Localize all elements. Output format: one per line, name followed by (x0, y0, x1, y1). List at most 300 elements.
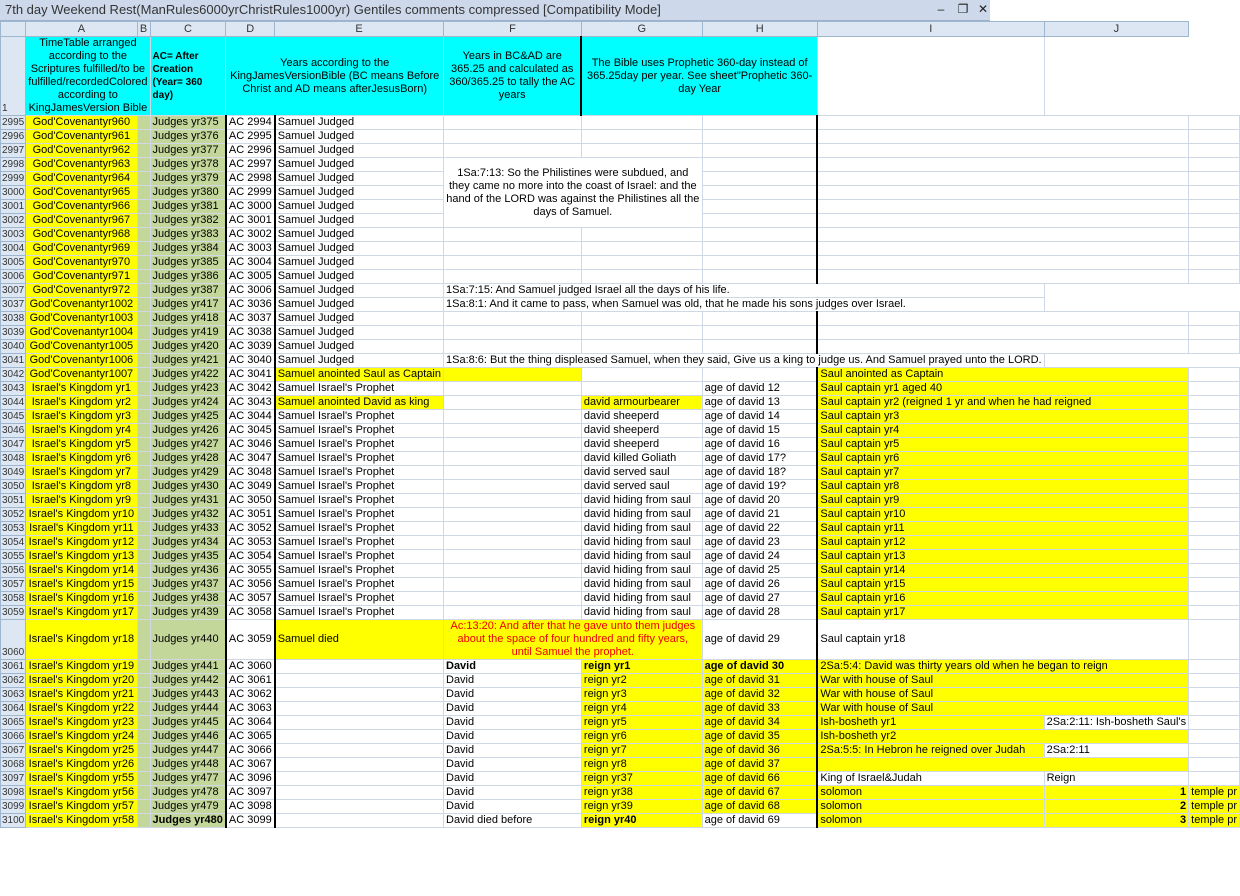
cell-k[interactable] (1189, 606, 1240, 620)
cell-c[interactable]: Judges yr424 (150, 396, 226, 410)
cell-f[interactable] (444, 326, 582, 340)
row-header[interactable]: 3065 (2, 717, 25, 728)
cell-a[interactable]: Israel's Kingdom yr57 (26, 800, 137, 814)
cell-d[interactable]: AC 3045 (226, 424, 275, 438)
cell-g[interactable]: reign yr4 (581, 702, 702, 716)
cell-e[interactable] (275, 786, 444, 800)
cell-i[interactable]: Saul captain yr18 (817, 620, 1188, 660)
cell-b[interactable] (137, 564, 150, 578)
cell-i[interactable] (817, 116, 1188, 130)
cell-a[interactable]: Israel's Kingdom yr18 (26, 620, 137, 660)
cell-e[interactable] (275, 744, 444, 758)
cell-f[interactable] (444, 480, 582, 494)
cell-d[interactable]: AC 3048 (226, 466, 275, 480)
cell-k[interactable] (1189, 716, 1240, 730)
cell-e[interactable]: Samuel Judged (275, 172, 444, 186)
cell-b[interactable] (137, 758, 150, 772)
cell-b[interactable] (137, 312, 150, 326)
cell-f[interactable] (444, 578, 582, 592)
cell-e[interactable]: Samuel Israel's Prophet (275, 466, 444, 480)
cell-i[interactable] (817, 758, 1188, 772)
cell-a[interactable]: God'Covenantyr972 (26, 284, 137, 298)
cell-c[interactable]: Judges yr419 (150, 326, 226, 340)
cell-i[interactable]: Ish-bosheth yr2 (817, 730, 1188, 744)
cell-e[interactable]: Samuel anointed David as king (275, 396, 444, 410)
cell-d[interactable]: AC 3099 (226, 814, 275, 828)
cell-f[interactable]: David (444, 702, 582, 716)
cell-h[interactable]: age of david 68 (702, 800, 817, 814)
cell-f[interactable]: David (444, 758, 582, 772)
row-header[interactable]: 3098 (2, 787, 25, 798)
cell-c[interactable]: Judges yr439 (150, 606, 226, 620)
cell-e[interactable]: Samuel Israel's Prophet (275, 424, 444, 438)
cell-b[interactable] (137, 702, 150, 716)
cell-d[interactable]: AC 3037 (226, 312, 275, 326)
header-ac[interactable]: AC= After Creation (Year= 360 day) (150, 37, 226, 116)
cell-k[interactable] (1189, 452, 1240, 466)
cell-k[interactable] (1189, 466, 1240, 480)
cell-c[interactable]: Judges yr445 (150, 716, 226, 730)
cell-g[interactable]: david killed Goliath (581, 452, 702, 466)
cell-g[interactable]: reign yr8 (581, 758, 702, 772)
cell-b[interactable] (137, 284, 150, 298)
cell-a[interactable]: Israel's Kingdom yr25 (26, 744, 137, 758)
cell-a[interactable]: Israel's Kingdom yr3 (26, 410, 137, 424)
cell-d[interactable]: AC 3041 (226, 368, 275, 382)
cell-f[interactable]: David died before (444, 814, 582, 828)
cell-a[interactable]: God'Covenantyr971 (26, 270, 137, 284)
cell-h[interactable] (702, 130, 817, 144)
cell-k[interactable] (1189, 312, 1240, 326)
header-prophetic[interactable]: The Bible uses Prophetic 360-day instead of 365.25day per year. See sheet"Prophetic 360-day Year (581, 37, 817, 116)
cell-b[interactable] (137, 688, 150, 702)
cell-e[interactable]: Samuel Judged (275, 354, 444, 368)
cell-b[interactable] (137, 508, 150, 522)
cell-i[interactable]: Saul captain yr6 (817, 452, 1188, 466)
cell-i[interactable] (817, 186, 1188, 200)
note-1sa-7-13[interactable]: 1Sa:7:13: So the Philistines were subdued, and they came no more into the coast of Israel: and the hand of the LORD was against the Philistines all the days of Samuel. (444, 158, 703, 228)
header-timetable[interactable]: TimeTable arranged according to the Scriptures fulfilled/to be fulfilled/recordedColored according to KingJamesVersion Bible (26, 37, 150, 116)
cell-d[interactable]: AC 3046 (226, 438, 275, 452)
cell-h[interactable]: age of david 14 (702, 410, 817, 424)
cell-i[interactable]: Saul captain yr16 (817, 592, 1188, 606)
cell-b[interactable] (137, 494, 150, 508)
cell-f[interactable] (444, 270, 582, 284)
cell-a[interactable]: Israel's Kingdom yr4 (26, 424, 137, 438)
cell-a[interactable]: Israel's Kingdom yr1 (26, 382, 137, 396)
cell-g[interactable]: david hiding from saul (581, 592, 702, 606)
cell-e[interactable]: Samuel Israel's Prophet (275, 522, 444, 536)
cell-g[interactable]: david sheeperd (581, 438, 702, 452)
cell-g[interactable]: reign yr6 (581, 730, 702, 744)
restore-button[interactable]: ❐ (957, 2, 969, 16)
cell-f[interactable] (444, 382, 582, 396)
cell-k[interactable] (1189, 270, 1240, 284)
cell-g[interactable]: reign yr40 (581, 814, 702, 828)
spreadsheet-grid[interactable] (0, 21, 1240, 828)
cell-e[interactable] (275, 716, 444, 730)
cell-e[interactable]: Samuel Judged (275, 130, 444, 144)
cell-g[interactable]: reign yr38 (581, 786, 702, 800)
cell-h[interactable] (702, 186, 817, 200)
cell-e[interactable]: Samuel Israel's Prophet (275, 564, 444, 578)
cell-f[interactable]: 1Sa:8:6: But the thing displeased Samuel, when they said, Give us a king to judge us. And Samuel prayed unto the LORD. (444, 354, 1045, 368)
cell-c[interactable]: Judges yr382 (150, 214, 226, 228)
cell-j[interactable]: 1 (1044, 786, 1189, 800)
cell-k[interactable] (1189, 186, 1240, 200)
cell-k[interactable] (1189, 242, 1240, 256)
cell-i[interactable]: Ish-bosheth yr1 (817, 716, 1044, 730)
row-header[interactable]: 1 (1, 37, 26, 116)
cell-d[interactable]: AC 3005 (226, 270, 275, 284)
row-header[interactable]: 3037 (2, 299, 25, 310)
cell-e[interactable]: Samuel Israel's Prophet (275, 494, 444, 508)
cell-i[interactable]: Saul captain yr10 (817, 508, 1188, 522)
cell-d[interactable]: AC 3065 (226, 730, 275, 744)
cell-c[interactable]: Judges yr437 (150, 578, 226, 592)
cell-h[interactable]: age of david 66 (702, 772, 817, 786)
cell-d[interactable]: AC 2999 (226, 186, 275, 200)
cell-a[interactable]: Israel's Kingdom yr8 (26, 480, 137, 494)
cell-i[interactable]: King of Israel&Judah (817, 772, 1044, 786)
cell-b[interactable] (137, 144, 150, 158)
col-header-h[interactable]: H (702, 22, 817, 37)
cell-g[interactable] (581, 116, 702, 130)
close-button[interactable]: ✕ (977, 2, 989, 16)
row-header[interactable]: 3057 (2, 579, 25, 590)
cell-c[interactable]: Judges yr377 (150, 144, 226, 158)
cell-e[interactable]: Samuel Judged (275, 214, 444, 228)
cell-d[interactable]: AC 3039 (226, 340, 275, 354)
cell-c[interactable]: Judges yr430 (150, 480, 226, 494)
cell-a[interactable]: Israel's Kingdom yr56 (26, 786, 137, 800)
cell-f[interactable]: David (444, 772, 582, 786)
row-header[interactable]: 3067 (2, 745, 25, 756)
header-years[interactable]: Years according to the KingJamesVersionBible (BC means Before Christ and AD means afterJesusBorn) (226, 37, 444, 116)
cell-k[interactable] (1189, 172, 1240, 186)
cell-f[interactable]: David (444, 660, 582, 674)
cell-c[interactable]: Judges yr375 (150, 116, 226, 130)
cell-a[interactable]: God'Covenantyr960 (26, 116, 137, 130)
cell-h[interactable]: age of david 28 (702, 606, 817, 620)
row-header[interactable]: 3058 (2, 593, 25, 604)
cell-h[interactable] (702, 158, 817, 172)
cell-e[interactable]: Samuel anointed Saul as Captain (275, 368, 444, 382)
cell-c[interactable]: Judges yr380 (150, 186, 226, 200)
cell-h[interactable] (702, 116, 817, 130)
row-header[interactable]: 3064 (2, 703, 25, 714)
cell-b[interactable] (137, 730, 150, 744)
row-header[interactable]: 3100 (2, 815, 25, 826)
cell-b[interactable] (137, 620, 150, 660)
cell-c[interactable]: Judges yr448 (150, 758, 226, 772)
cell-k[interactable] (1189, 144, 1240, 158)
cell-e[interactable] (275, 660, 444, 674)
cell-c[interactable]: Judges yr428 (150, 452, 226, 466)
cell-i[interactable]: War with house of Saul (817, 702, 1188, 716)
cell-i[interactable]: Saul captain yr12 (817, 536, 1188, 550)
cell-k[interactable] (1189, 536, 1240, 550)
cell-i[interactable]: Saul captain yr3 (817, 410, 1188, 424)
cell-c[interactable]: Judges yr422 (150, 368, 226, 382)
cell-g[interactable]: reign yr7 (581, 744, 702, 758)
row-header[interactable]: 3039 (2, 327, 25, 338)
cell-f[interactable] (444, 256, 582, 270)
cell-b[interactable] (137, 578, 150, 592)
cell-f[interactable] (444, 522, 582, 536)
cell-e[interactable] (275, 702, 444, 716)
cell-h[interactable] (702, 256, 817, 270)
cell-g[interactable]: david hiding from saul (581, 536, 702, 550)
cell-k[interactable] (1189, 116, 1240, 130)
cell-d[interactable]: AC 3049 (226, 480, 275, 494)
cell-i[interactable]: Saul captain yr11 (817, 522, 1188, 536)
row-header[interactable]: 3059 (2, 607, 25, 618)
cell-c[interactable]: Judges yr478 (150, 786, 226, 800)
cell-a[interactable]: Israel's Kingdom yr20 (26, 674, 137, 688)
cell-b[interactable] (137, 298, 150, 312)
cell-e[interactable]: Samuel Israel's Prophet (275, 452, 444, 466)
cell-h[interactable]: age of david 17? (702, 452, 817, 466)
cell-a[interactable]: Israel's Kingdom yr19 (26, 660, 137, 674)
cell-h[interactable]: age of david 25 (702, 564, 817, 578)
cell-e[interactable] (275, 688, 444, 702)
cell-c[interactable]: Judges yr477 (150, 772, 226, 786)
cell-c[interactable]: Judges yr435 (150, 550, 226, 564)
cell-e[interactable]: Samuel Israel's Prophet (275, 382, 444, 396)
cell-a[interactable]: Israel's Kingdom yr26 (26, 758, 137, 772)
row-header[interactable]: 3045 (2, 411, 25, 422)
row-header[interactable]: 3053 (2, 523, 25, 534)
cell-k[interactable] (1189, 368, 1240, 382)
row-header[interactable]: 3038 (2, 313, 25, 324)
cell-d[interactable]: AC 3040 (226, 354, 275, 368)
cell-i[interactable]: solomon (817, 786, 1044, 800)
row-header[interactable]: 3068 (2, 759, 25, 770)
cell-j[interactable]: Reign (1044, 772, 1189, 786)
cell-a[interactable]: God'Covenantyr961 (26, 130, 137, 144)
cell-i[interactable]: Saul captain yr9 (817, 494, 1188, 508)
cell-c[interactable]: Judges yr438 (150, 592, 226, 606)
cell-a[interactable]: Israel's Kingdom yr55 (26, 772, 137, 786)
row-header[interactable]: 3040 (2, 341, 25, 352)
cell-d[interactable]: AC 3036 (226, 298, 275, 312)
cell-e[interactable]: Samuel Judged (275, 144, 444, 158)
cell-e[interactable]: Samuel Israel's Prophet (275, 438, 444, 452)
cell-b[interactable] (137, 410, 150, 424)
cell-c[interactable]: Judges yr384 (150, 242, 226, 256)
cell-k[interactable] (1189, 256, 1240, 270)
cell-d[interactable]: AC 3001 (226, 214, 275, 228)
cell-h[interactable]: age of david 21 (702, 508, 817, 522)
cell-h[interactable]: age of david 35 (702, 730, 817, 744)
cell-k[interactable] (1189, 564, 1240, 578)
cell-c[interactable]: Judges yr433 (150, 522, 226, 536)
cell-e[interactable]: Samuel Israel's Prophet (275, 508, 444, 522)
cell-e[interactable]: Samuel Israel's Prophet (275, 536, 444, 550)
cell-b[interactable] (137, 270, 150, 284)
cell-b[interactable] (137, 606, 150, 620)
cell-i[interactable]: solomon (817, 800, 1044, 814)
cell-i[interactable]: Saul anointed as Captain (817, 368, 1188, 382)
cell-b[interactable] (137, 340, 150, 354)
cell-d[interactable]: AC 3063 (226, 702, 275, 716)
cell-k[interactable] (1189, 480, 1240, 494)
cell-d[interactable]: AC 3000 (226, 200, 275, 214)
cell-d[interactable]: AC 3003 (226, 242, 275, 256)
cell-b[interactable] (137, 228, 150, 242)
cell-k[interactable] (1189, 578, 1240, 592)
cell-e[interactable] (275, 772, 444, 786)
cell-e[interactable]: Samuel Israel's Prophet (275, 578, 444, 592)
cell-i[interactable]: 2Sa:5:4: David was thirty years old when he began to reign (817, 660, 1188, 674)
cell-d[interactable]: AC 3038 (226, 326, 275, 340)
row-header[interactable]: 3056 (2, 565, 25, 576)
row-header[interactable]: 3005 (2, 257, 25, 268)
cell-a[interactable]: Israel's Kingdom yr9 (26, 494, 137, 508)
cell-i[interactable]: War with house of Saul (817, 688, 1188, 702)
cell-e[interactable]: Samuel Israel's Prophet (275, 550, 444, 564)
row-header[interactable]: 2996 (2, 131, 25, 142)
cell-f[interactable] (444, 592, 582, 606)
cell-f[interactable]: David (444, 716, 582, 730)
cell-i[interactable] (817, 214, 1188, 228)
row-header[interactable]: 3061 (2, 661, 25, 672)
cell-j[interactable]: 2 (1044, 800, 1189, 814)
cell-h[interactable]: age of david 36 (702, 744, 817, 758)
cell-i[interactable]: Saul captain yr13 (817, 550, 1188, 564)
cell-g[interactable]: david hiding from saul (581, 494, 702, 508)
cell-c[interactable]: Judges yr429 (150, 466, 226, 480)
cell-b[interactable] (137, 172, 150, 186)
cell-d[interactable]: AC 3059 (226, 620, 275, 660)
cell-a[interactable]: God'Covenantyr967 (26, 214, 137, 228)
row-header[interactable]: 3003 (2, 229, 25, 240)
cell-b[interactable] (137, 326, 150, 340)
cell-c[interactable]: Judges yr420 (150, 340, 226, 354)
cell-a[interactable]: God'Covenantyr1002 (26, 298, 137, 312)
cell-b[interactable] (137, 550, 150, 564)
cell-c[interactable]: Judges yr425 (150, 410, 226, 424)
cell-a[interactable]: Israel's Kingdom yr5 (26, 438, 137, 452)
row-header[interactable]: 3006 (2, 271, 25, 282)
cell-c[interactable]: Judges yr431 (150, 494, 226, 508)
cell-e[interactable]: Samuel Judged (275, 228, 444, 242)
cell-b[interactable] (137, 522, 150, 536)
cell-b[interactable] (137, 786, 150, 800)
cell-a[interactable]: God'Covenantyr965 (26, 186, 137, 200)
cell-e[interactable] (275, 674, 444, 688)
cell-k[interactable] (1189, 410, 1240, 424)
cell-b[interactable] (137, 200, 150, 214)
cell-f[interactable] (444, 130, 582, 144)
row-header[interactable]: 3063 (2, 689, 25, 700)
cell-k[interactable] (1189, 382, 1240, 396)
cell-k[interactable] (1189, 424, 1240, 438)
cell-k[interactable]: temple pr (1189, 786, 1240, 800)
cell-a[interactable]: God'Covenantyr964 (26, 172, 137, 186)
cell-k[interactable] (1189, 522, 1240, 536)
cell-c[interactable]: Judges yr446 (150, 730, 226, 744)
cell-e[interactable] (275, 730, 444, 744)
cell-b[interactable] (137, 438, 150, 452)
row-header[interactable]: 3052 (2, 509, 25, 520)
cell-g[interactable]: david served saul (581, 480, 702, 494)
row-header[interactable]: 3066 (2, 731, 25, 742)
col-header-j[interactable]: J (1044, 22, 1189, 37)
cell-d[interactable]: AC 3004 (226, 256, 275, 270)
cell-a[interactable]: Israel's Kingdom yr7 (26, 466, 137, 480)
cell-h[interactable]: age of david 16 (702, 438, 817, 452)
cell-f[interactable] (444, 144, 582, 158)
cell-d[interactable]: AC 3098 (226, 800, 275, 814)
cell-k[interactable] (1189, 130, 1240, 144)
cell-h[interactable]: age of david 37 (702, 758, 817, 772)
cell-k[interactable] (1189, 758, 1240, 772)
cell-c[interactable]: Judges yr378 (150, 158, 226, 172)
cell-c[interactable]: Judges yr447 (150, 744, 226, 758)
cell-f[interactable] (444, 606, 582, 620)
cell-h[interactable] (702, 368, 817, 382)
cell-k[interactable] (1189, 620, 1240, 660)
cell-g[interactable]: david hiding from saul (581, 578, 702, 592)
note-ac-13-20[interactable]: Ac:13:20: And after that he gave unto them judges about the space of four hundred and fifty years, until Samuel the prophet. (444, 620, 703, 660)
cell-k[interactable] (1189, 494, 1240, 508)
col-header-a[interactable]: A (26, 22, 137, 37)
cell-c[interactable]: Judges yr432 (150, 508, 226, 522)
cell-i[interactable] (817, 228, 1188, 242)
cell-h[interactable] (702, 144, 817, 158)
cell-i[interactable]: Saul captain yr1 aged 40 (817, 382, 1188, 396)
cell-a[interactable]: Israel's Kingdom yr58 (26, 814, 137, 828)
cell-f[interactable] (444, 312, 582, 326)
cell-e[interactable]: Samuel Judged (275, 312, 444, 326)
cell-c[interactable]: Judges yr379 (150, 172, 226, 186)
cell-f[interactable] (444, 396, 582, 410)
cell-f[interactable]: David (444, 800, 582, 814)
cell-e[interactable]: Samuel Israel's Prophet (275, 410, 444, 424)
cell-k[interactable] (1189, 158, 1240, 172)
cell-d[interactable]: AC 2996 (226, 144, 275, 158)
cell-d[interactable]: AC 3043 (226, 396, 275, 410)
cell-d[interactable]: AC 3064 (226, 716, 275, 730)
cell-c[interactable]: Judges yr385 (150, 256, 226, 270)
cell-g[interactable]: david hiding from saul (581, 564, 702, 578)
cell-b[interactable] (137, 592, 150, 606)
cell-b[interactable] (137, 452, 150, 466)
cell-k[interactable] (1189, 228, 1240, 242)
cell-d[interactable]: AC 3006 (226, 284, 275, 298)
cell-h[interactable]: age of david 33 (702, 702, 817, 716)
cell-g[interactable] (581, 242, 702, 256)
cell-g[interactable] (581, 270, 702, 284)
row-header[interactable]: 3051 (2, 495, 25, 506)
cell-d[interactable]: AC 3066 (226, 744, 275, 758)
row-header[interactable]: 3000 (2, 187, 25, 198)
cell-a[interactable]: God'Covenantyr970 (26, 256, 137, 270)
row-header[interactable]: 2998 (2, 159, 25, 170)
cell-k[interactable] (1189, 592, 1240, 606)
cell-d[interactable]: AC 3052 (226, 522, 275, 536)
row-header[interactable]: 3048 (2, 453, 25, 464)
cell-i[interactable] (817, 130, 1188, 144)
cell-g[interactable] (581, 312, 702, 326)
cell-g[interactable]: david hiding from saul (581, 606, 702, 620)
cell-f[interactable]: David (444, 730, 582, 744)
row-header[interactable]: 3044 (2, 397, 25, 408)
cell-f[interactable] (444, 340, 582, 354)
cell-a[interactable]: Israel's Kingdom yr21 (26, 688, 137, 702)
